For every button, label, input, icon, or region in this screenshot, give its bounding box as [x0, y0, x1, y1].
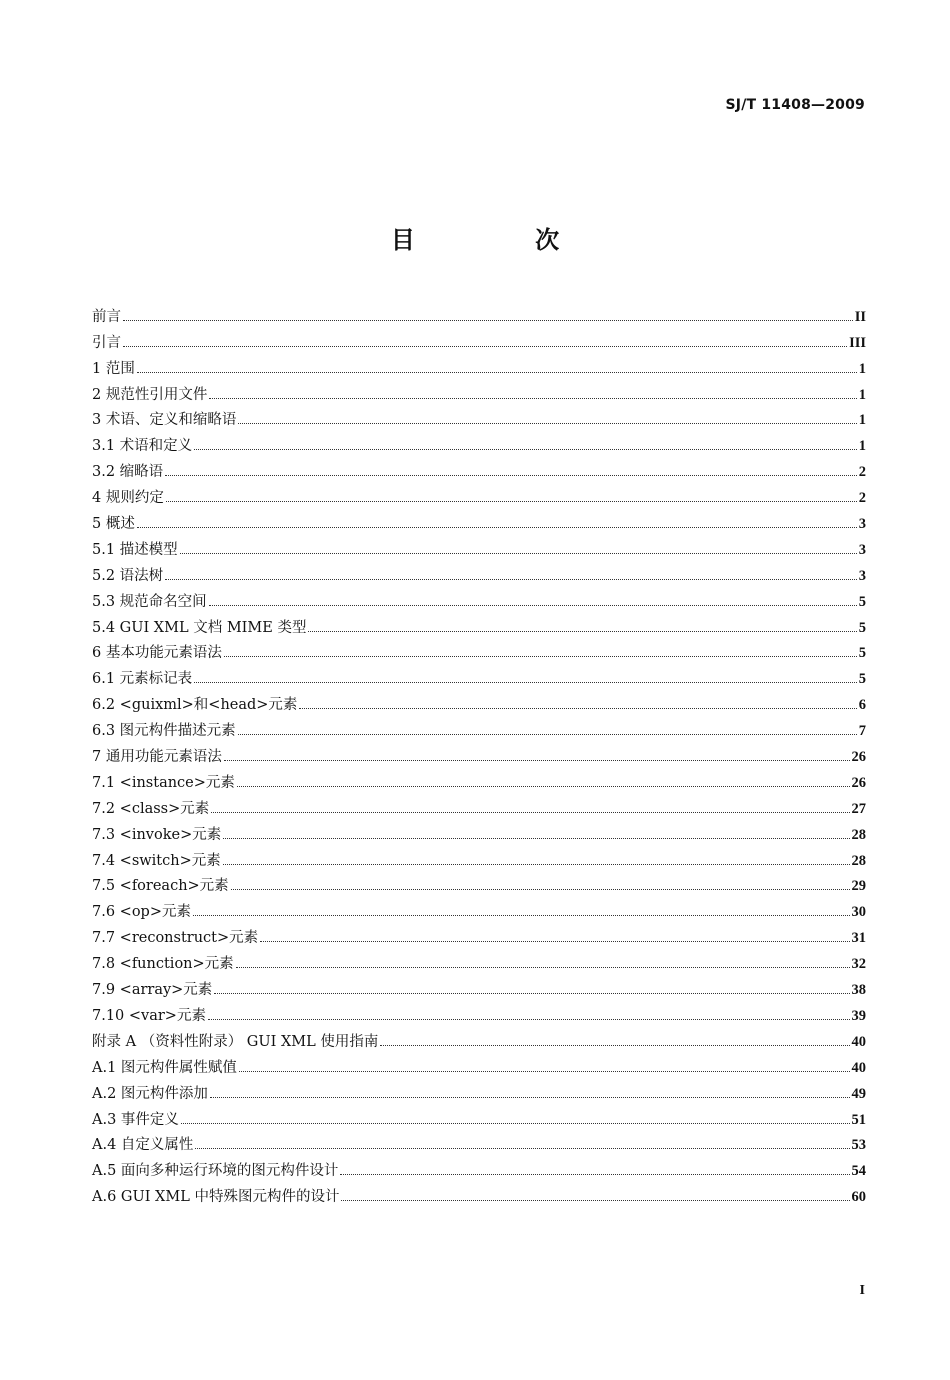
toc-entry-label: A.3 事件定义 [92, 1111, 179, 1128]
toc-entry[interactable] [92, 1051, 866, 1077]
toc-leader-dots [209, 605, 857, 606]
toc-leader-dots [239, 1071, 850, 1072]
toc-entry-label: 7.4 <switch>元素 [92, 852, 221, 869]
toc-entry-label: A.4 自定义属性 [92, 1137, 194, 1154]
toc-leader-dots [299, 708, 856, 709]
toc-entry[interactable] [92, 611, 866, 637]
toc-entry-label: 7.10 <var>元素 [92, 1007, 206, 1024]
toc-entry[interactable] [92, 352, 866, 378]
toc-entry[interactable] [92, 870, 866, 896]
toc-entry[interactable] [92, 999, 866, 1025]
toc-leader-dots [165, 475, 857, 476]
toc-leader-dots [211, 812, 849, 813]
toc-leader-dots [208, 1019, 850, 1020]
toc-entry[interactable] [92, 455, 866, 481]
toc-entry-page: 54 [851, 1163, 866, 1180]
toc-leader-dots [260, 941, 849, 942]
toc-entry-page: 30 [851, 904, 866, 921]
toc-entry-page: 1 [858, 360, 866, 377]
toc-entry-page: 3 [858, 516, 866, 533]
toc-leader-dots [340, 1174, 849, 1175]
toc-leader-dots [180, 553, 857, 554]
toc-entry-page: 2 [858, 490, 866, 507]
toc-entry-label: 7 通用功能元素语法 [92, 749, 222, 766]
toc-entry[interactable] [92, 585, 866, 611]
toc-leader-dots [236, 967, 850, 968]
toc-entry[interactable] [92, 947, 866, 973]
toc-leader-dots [181, 1123, 850, 1124]
toc-leader-dots [308, 631, 856, 632]
toc-entry-page: 28 [851, 852, 866, 869]
toc-entry[interactable] [92, 1077, 866, 1103]
toc-entry-page: 1 [858, 412, 866, 429]
toc-entry[interactable] [92, 559, 866, 585]
toc-leader-dots [195, 1148, 849, 1149]
toc-entry[interactable] [92, 1154, 866, 1180]
toc-entry-page: II [854, 308, 866, 325]
toc-entry-page: 26 [851, 774, 866, 791]
toc-entry[interactable] [92, 895, 866, 921]
toc-entry[interactable] [92, 533, 866, 559]
toc-entry-page: 5 [858, 619, 866, 636]
toc-entry-label: 前言 [92, 308, 121, 325]
toc-leader-dots [224, 760, 850, 761]
toc-entry-page: 6 [858, 697, 866, 714]
toc-entry[interactable] [92, 921, 866, 947]
toc-entry[interactable] [92, 429, 866, 455]
toc-entry-page: III [849, 334, 866, 351]
toc-entry-page: 3 [858, 567, 866, 584]
toc-entry[interactable] [92, 792, 866, 818]
toc-leader-dots [194, 449, 857, 450]
toc-leader-dots [237, 786, 850, 787]
toc-leader-dots [209, 398, 856, 399]
toc-leader-dots [137, 527, 857, 528]
toc-entry-label: A.1 图元构件属性赋值 [92, 1059, 237, 1076]
toc-entry-label: 4 规则约定 [92, 490, 164, 507]
toc-entry-label: 引言 [92, 334, 121, 351]
toc-leader-dots [166, 501, 857, 502]
toc-leader-dots [194, 682, 857, 683]
toc-leader-dots [224, 656, 857, 657]
toc-entry-page: 26 [851, 749, 866, 766]
toc-entry-label: 7.3 <invoke>元素 [92, 826, 222, 843]
toc-entry-page: 7 [858, 723, 866, 740]
toc-entry[interactable] [92, 766, 866, 792]
toc-leader-dots [193, 915, 850, 916]
toc-leader-dots [137, 372, 857, 373]
toc-entry-label: 7.5 <foreach>元素 [92, 878, 229, 895]
toc-entry-label: 7.7 <reconstruct>元素 [92, 930, 259, 947]
toc-entry[interactable] [92, 1129, 866, 1155]
toc-entry[interactable] [92, 1103, 866, 1129]
toc-leader-dots [123, 320, 853, 321]
toc-entry[interactable] [92, 300, 866, 326]
toc-entry[interactable] [92, 637, 866, 663]
toc-entry[interactable] [92, 404, 866, 430]
toc-entry-label: 5.2 语法树 [92, 567, 164, 584]
toc-entry-label: 1 范围 [92, 360, 135, 377]
toc-entry-page: 29 [851, 878, 866, 895]
toc-leader-dots [210, 1097, 850, 1098]
toc-entry-page: 53 [851, 1137, 866, 1154]
toc-entry-page: 5 [858, 671, 866, 688]
toc-entry-label: A.6 GUI XML 中特殊图元构件的设计 [92, 1189, 340, 1206]
toc-entry-label: 5.3 规范命名空间 [92, 593, 207, 610]
toc-entry-label: 7.6 <op>元素 [92, 904, 191, 921]
toc-entry[interactable] [92, 973, 866, 999]
toc-entry-page: 40 [851, 1033, 866, 1050]
toc-entry-page: 5 [858, 645, 866, 662]
toc-leader-dots [341, 1200, 849, 1201]
toc-leader-dots [165, 579, 857, 580]
toc-entry-label: 6.2 <guixml>和<head>元素 [92, 697, 298, 714]
toc-entry-label: 3.1 术语和定义 [92, 438, 193, 455]
toc-leader-dots [238, 423, 856, 424]
toc-entry[interactable] [92, 378, 866, 404]
toc-entry-label: 2 规范性引用文件 [92, 386, 208, 403]
toc-entry-label: 6 基本功能元素语法 [92, 645, 222, 662]
toc-entry[interactable] [92, 818, 866, 844]
toc-entry[interactable] [92, 740, 866, 766]
toc-entry[interactable] [92, 1025, 866, 1051]
page-title: 目 次 [390, 226, 616, 254]
toc-entry-label: 3.2 缩略语 [92, 464, 164, 481]
toc-entry-label: 3 术语、定义和缩略语 [92, 412, 237, 429]
toc-entry-page: 60 [851, 1189, 866, 1206]
toc-entry-label: 7.1 <instance>元素 [92, 774, 235, 791]
toc-entry-page: 27 [851, 800, 866, 817]
toc-entry-label: A.5 面向多种运行环境的图元构件设计 [92, 1163, 339, 1180]
toc-entry[interactable] [92, 688, 866, 714]
toc-entry[interactable] [92, 662, 866, 688]
toc-entry-label: 5.4 GUI XML 文档 MIME 类型 [92, 619, 307, 636]
toc-entry-page: 5 [858, 593, 866, 610]
toc-entry-page: 38 [851, 982, 866, 999]
toc-leader-dots [231, 889, 850, 890]
toc-leader-dots [214, 993, 849, 994]
toc-entry-label: A.2 图元构件添加 [92, 1085, 208, 1102]
toc-entry-label: 7.9 <array>元素 [92, 982, 213, 999]
toc-entry[interactable] [92, 507, 866, 533]
toc-entry-page: 1 [858, 386, 866, 403]
toc-entry-label: 附录 A （资料性附录） GUI XML 使用指南 [92, 1033, 379, 1050]
toc-leader-dots [123, 346, 847, 347]
toc-entry[interactable] [92, 844, 866, 870]
toc-entry-page: 51 [851, 1111, 866, 1128]
page-number: I [859, 1283, 865, 1298]
toc-entry-label: 5 概述 [92, 516, 135, 533]
toc-entry-label: 5.1 描述模型 [92, 541, 178, 558]
toc-entry-label: 7.8 <function>元素 [92, 956, 234, 973]
toc-entry-page: 40 [851, 1059, 866, 1076]
table-of-contents [92, 300, 866, 1206]
toc-entry[interactable] [92, 714, 866, 740]
toc-entry-page: 32 [851, 956, 866, 973]
toc-entry-page: 39 [851, 1007, 866, 1024]
toc-leader-dots [380, 1045, 849, 1046]
toc-entry-page: 31 [851, 930, 866, 947]
toc-entry-page: 3 [858, 541, 866, 558]
toc-entry-page: 1 [858, 438, 866, 455]
toc-entry[interactable] [92, 326, 866, 352]
toc-entry[interactable] [92, 1180, 866, 1206]
toc-leader-dots [238, 734, 857, 735]
toc-entry[interactable] [92, 481, 866, 507]
toc-entry-page: 2 [858, 464, 866, 481]
toc-entry-page: 49 [851, 1085, 866, 1102]
toc-leader-dots [223, 864, 850, 865]
toc-entry-label: 7.2 <class>元素 [92, 800, 210, 817]
toc-entry-label: 6.1 元素标记表 [92, 671, 193, 688]
toc-entry-label: 6.3 图元构件描述元素 [92, 723, 236, 740]
toc-leader-dots [223, 838, 849, 839]
standard-number: SJ/T 11408—2009 [725, 97, 865, 113]
toc-entry-page: 28 [851, 826, 866, 843]
